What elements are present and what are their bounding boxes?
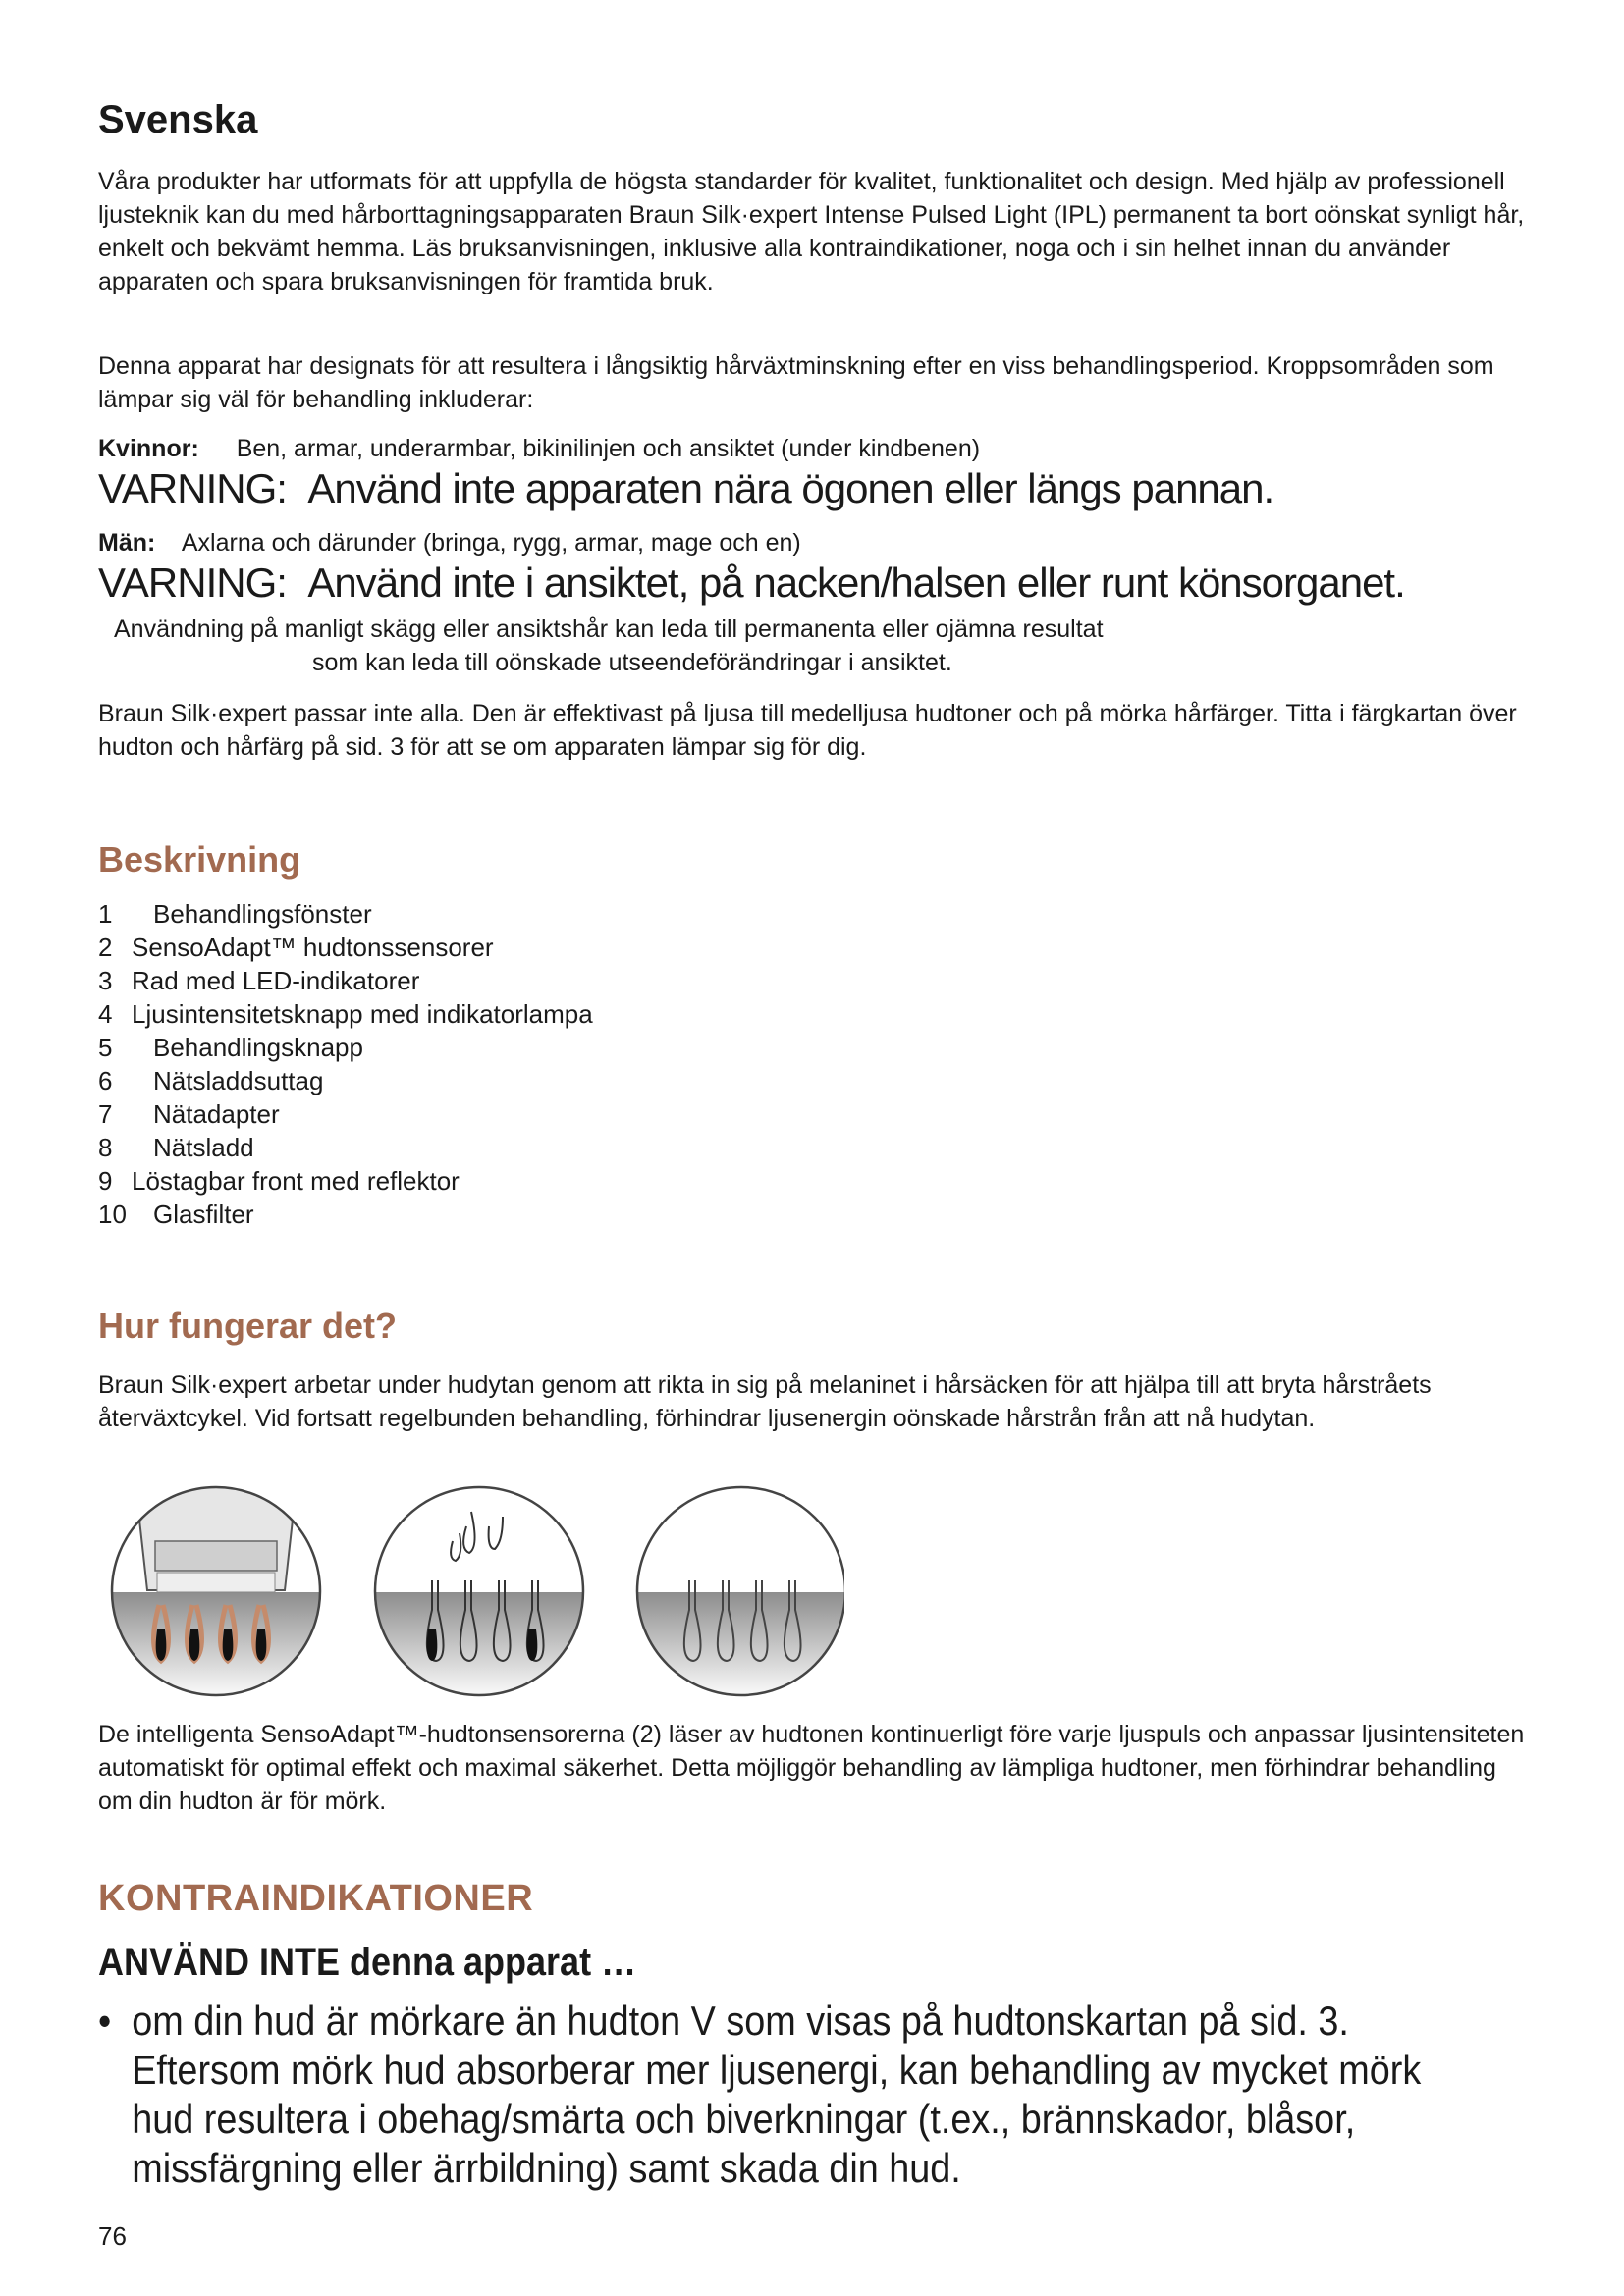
list-item-number: 6 (98, 1066, 113, 1095)
list-item (98, 997, 593, 1031)
list-item-number: 2 (98, 933, 113, 962)
list-item (98, 1198, 593, 1231)
men-areas (98, 526, 1532, 560)
description-list (98, 897, 593, 1231)
list-item-number: 4 (98, 999, 113, 1029)
list-item (98, 1097, 593, 1131)
list-item-number: 9 (98, 1166, 113, 1196)
men-text: Axlarna och därunder (bringa, rygg, armar, mage och en) (181, 529, 801, 557)
women-warning-text: Använd inte apparaten nära ögonen eller längs pannan. (307, 465, 1274, 511)
list-item-number: 10 (98, 1200, 127, 1229)
list-item-number: 1 (98, 899, 113, 929)
list-item-number: 8 (98, 1133, 113, 1162)
contraindications-heading: KONTRAINDIKATIONER (98, 1878, 534, 1919)
stage-2-absorption-icon (363, 1482, 599, 1700)
men-label: Män: (98, 529, 156, 557)
designed-paragraph: Denna apparat har designats för att resultera i långsiktig hårväxtminskning efter en viss behandlingsperiod. Kroppsområden som lämpar sig väl för behandling inkluderar: (98, 352, 1494, 413)
list-item (98, 1131, 593, 1164)
list-item-label: Behandlingsknapp (153, 1033, 363, 1062)
contraindications-subheading: ANVÄND INTE denna apparat … (98, 1941, 637, 1984)
list-item (98, 964, 593, 997)
men-warning (98, 560, 1405, 607)
list-item-label: Löstagbar front med reflektor (132, 1166, 460, 1196)
men-warning-label: VARNING: (98, 560, 287, 606)
list-item-label: Behandlingsfönster (153, 899, 372, 929)
how-heading: Hur fungerar det? (98, 1306, 398, 1346)
page-number: 76 (98, 2221, 127, 2251)
men-warning-text: Använd inte i ansiktet, på nacken/halsen eller runt könsorganet. (307, 560, 1405, 606)
men-note-line-2: som kan leda till oönskade utseendeförändringar i ansiktet. (312, 649, 952, 676)
page-title: Svenska (98, 98, 258, 141)
women-text: Ben, armar, underarmbar, bikinilinjen och ansiktet (under kindbenen) (236, 435, 981, 462)
how-paragraph: Braun Silk·expert arbetar under hudytan genom att rikta in sig på melaninet i hårsäcken för att hjälpa till att bryta hårstråets återväxtcykel. Vid fortsatt regelbunden behandling, förhindrar ljusenergin oönskade hårstrån från att nå hudytan. (98, 1371, 1432, 1432)
contraindication-text: om din hud är mörkare än hudton V som visas på hudtonskartan på sid. 3. Eftersom mörk hud absorberar mer ljusenergi, kan behandling av mycket mörk hud resultera i obehag/smärta och biverkningar (t.ex., brännskador, blåsor, missfärgning eller ärrbildning) samt skada din hud. (132, 1998, 1422, 2191)
list-item-number: 3 (98, 966, 113, 995)
intro-paragraph: Våra produkter har utformats för att uppfylla de högsta standarder för kvalitet, funktionalitet och design. Med hjälp av professionell ljusteknik kan du med hårborttagningsapparaten Braun Silk·expert Intense Pulsed Light (IPL) permanent ta bort oönskat synligt hår, enkelt och bekvämt hemma. Läs bruksanvisningen, inklusive alla kontraindikationer, noga och i sin helhet innan du använder apparaten och spara bruksanvisningen för framtida bruk. (98, 168, 1525, 295)
list-item-number: 5 (98, 1033, 113, 1062)
list-item-number: 7 (98, 1099, 113, 1129)
list-item-label: Nätadapter (153, 1099, 280, 1129)
men-note-line-1: Användning på manligt skägg eller ansiktshår kan leda till permanenta eller ojämna resultat (114, 615, 1104, 643)
list-item (98, 1031, 593, 1064)
list-item-label: Rad med LED-indikatorer (132, 966, 420, 995)
sensor-paragraph: De intelligenta SensoAdapt™-hudtonsensorerna (2) läser av hudtonen kontinuerligt före varje ljuspuls och anpassar ljusintensiteten automatiskt för optimal effekt och maximal säkerhet. Detta möjliggör behandling av lämpliga hudtoner, men förhindrar behandling om din hudton är för mörk. (98, 1721, 1525, 1815)
list-item (98, 931, 593, 964)
list-item (98, 1164, 593, 1198)
ipl-illustration (98, 1482, 844, 1700)
women-areas (98, 432, 1532, 465)
list-item-label: Glasfilter (153, 1200, 254, 1229)
list-item-label: Ljusintensitetsknapp med indikatorlampa (132, 999, 593, 1029)
bullet-icon: • (98, 1998, 112, 2044)
list-item-label: Nätsladdsuttag (153, 1066, 324, 1095)
list-item (98, 897, 593, 931)
list-item (98, 1064, 593, 1097)
stage-1-treatment-icon (98, 1482, 334, 1700)
description-heading: Beskrivning (98, 839, 301, 880)
women-label: Kvinnor: (98, 435, 199, 462)
list-item-label: SensoAdapt™ hudtonssensorer (132, 933, 494, 962)
women-warning-label: VARNING: (98, 465, 287, 511)
list-item-label: Nätsladd (153, 1133, 254, 1162)
contraindication-item (98, 1997, 1459, 2193)
women-warning (98, 465, 1273, 512)
suitability-paragraph: Braun Silk·expert passar inte alla. Den är effektivast på ljusa till medelljusa hudtoner och på mörka hårfärger. Titta i färgkartan över hudton och hårfärg på sid. 3 för att se om apparaten lämpar sig för dig. (98, 700, 1517, 761)
